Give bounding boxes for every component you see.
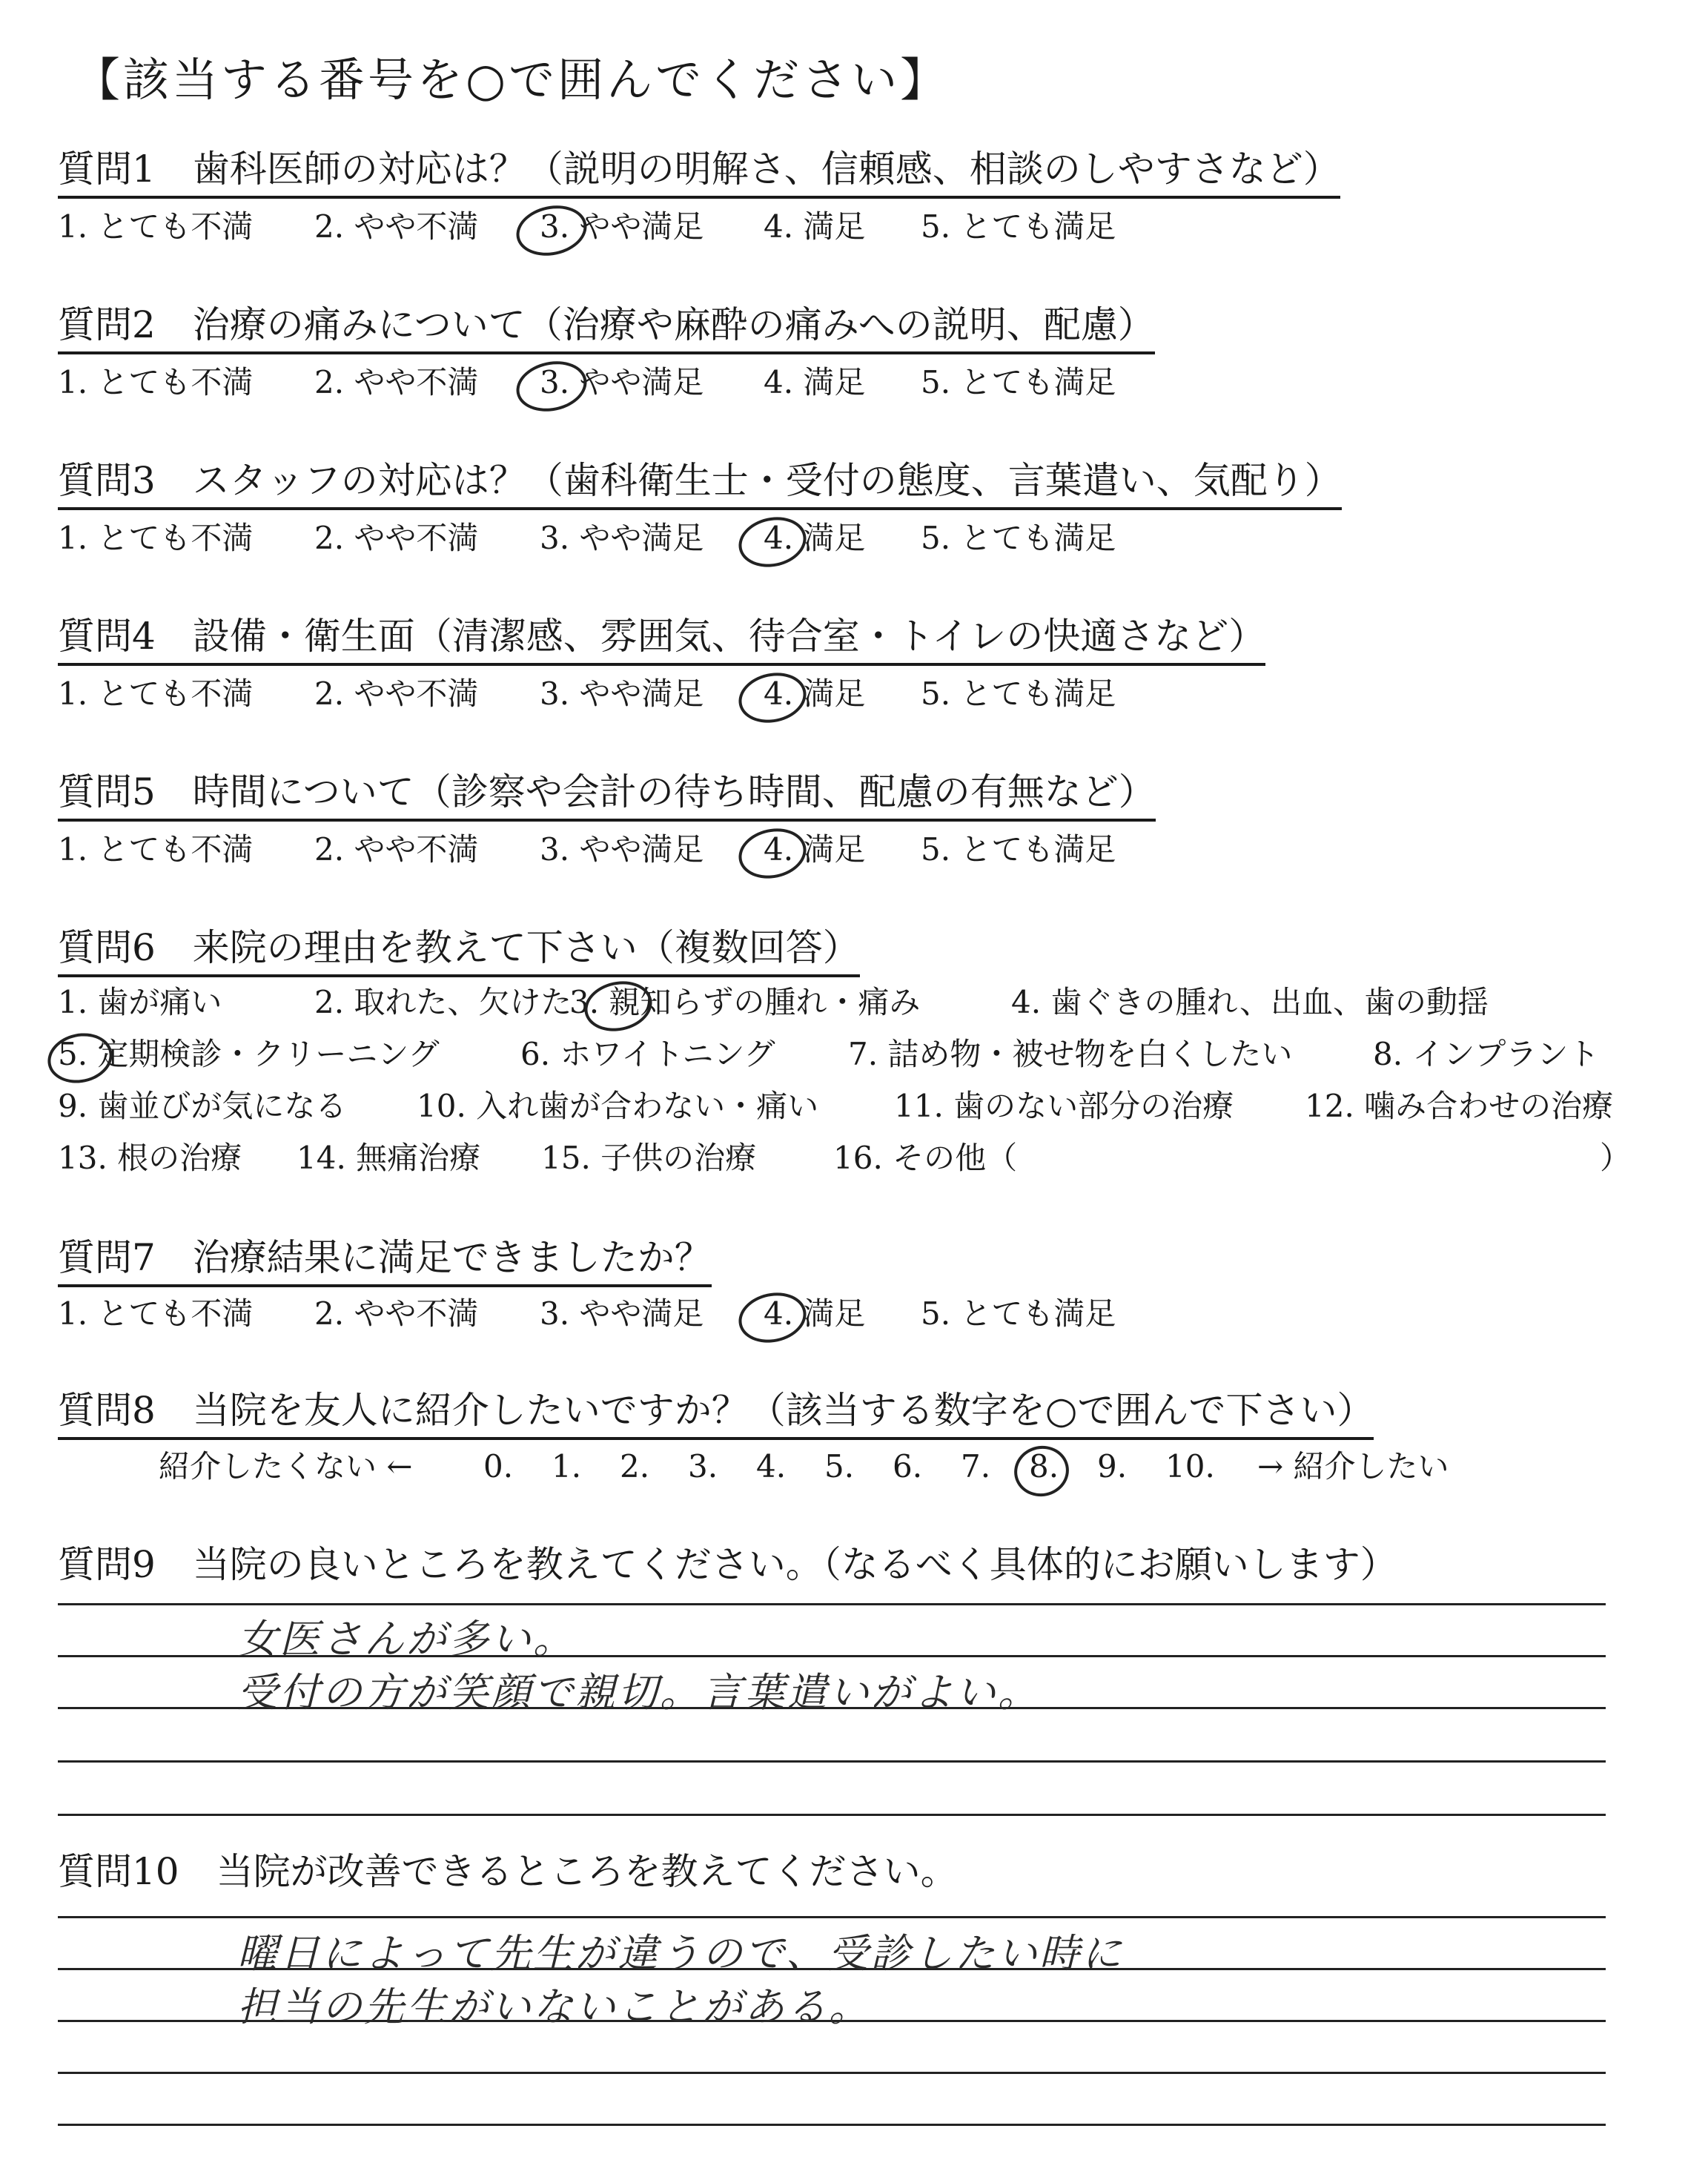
option-8[interactable]: 8. インプラント <box>1373 1036 1600 1072</box>
option-2[interactable]: 2. やや不満 <box>314 676 479 712</box>
option-4[interactable]: 4. 満足 <box>764 1295 866 1332</box>
option-4[interactable]: 4. 満足 <box>764 831 866 868</box>
form-heading: 【該当する番号を○で囲んでください】 <box>74 53 950 107</box>
option-4[interactable]: 4. 満足 <box>764 676 866 712</box>
option-3[interactable]: 3. 親知らずの腫れ・痛み <box>569 984 921 1020</box>
answer-rule <box>58 1814 1606 1816</box>
scale-5[interactable]: 5. <box>824 1448 855 1484</box>
option-7[interactable]: 7. 詰め物・被せ物を白くしたい <box>848 1036 1293 1072</box>
option-5[interactable]: 5. とても満足 <box>921 1295 1116 1332</box>
option-3[interactable]: 3. やや満足 <box>540 208 704 245</box>
other-close-paren: ） <box>1600 1140 1632 1176</box>
q9-answer-line-1[interactable]: 女医さんが多い。 <box>237 1616 575 1662</box>
option-9[interactable]: 9. 歯並びが気になる <box>58 1088 347 1124</box>
option-1[interactable]: 1. とても不満 <box>58 1295 254 1332</box>
option-1[interactable]: 1. とても不満 <box>58 364 254 400</box>
option-11[interactable]: 11. 歯のない部分の治療 <box>894 1088 1234 1124</box>
scale-3[interactable]: 3. <box>688 1448 718 1484</box>
scale-0[interactable]: 0. <box>483 1448 514 1484</box>
option-3[interactable]: 3. やや満足 <box>540 831 704 868</box>
question-9-title: 質問9 当院の良いところを教えてください。（なるべく具体的にお願いします） <box>58 1543 1397 1586</box>
option-3[interactable]: 3. やや満足 <box>540 364 704 400</box>
scale-10[interactable]: 10. <box>1165 1448 1215 1484</box>
q10-answer-line-1[interactable]: 曜日によって先生が違うので、受診したい時に <box>237 1930 1124 1977</box>
option-4[interactable]: 4. 満足 <box>764 520 866 556</box>
option-1[interactable]: 1. とても不満 <box>58 831 254 868</box>
option-2[interactable]: 2. やや不満 <box>314 208 479 245</box>
option-5[interactable]: 5. とても満足 <box>921 364 1116 400</box>
answer-rule <box>58 2072 1606 2074</box>
option-15[interactable]: 15. 子供の治療 <box>541 1140 757 1176</box>
question-5-title: 質問5 時間について（診察や会計の待ち時間、配慮の有無など） <box>58 770 1156 822</box>
answer-rule <box>58 1760 1606 1763</box>
option-10[interactable]: 10. 入れ歯が合わない・痛い <box>417 1088 819 1124</box>
scale-4[interactable]: 4. <box>756 1448 787 1484</box>
question-2-title: 質問2 治療の痛みについて（治療や麻酔の痛みへの説明、配慮） <box>58 303 1155 354</box>
option-5[interactable]: 5. とても満足 <box>921 208 1116 245</box>
question-8-title: 質問8 当院を友人に紹介したいですか？（該当する数字を○で囲んで下さい） <box>58 1388 1374 1440</box>
question-7-title: 質問7 治療結果に満足できましたか？ <box>58 1235 712 1287</box>
option-5[interactable]: 5. とても満足 <box>921 676 1116 712</box>
option-2[interactable]: 2. やや不満 <box>314 1295 479 1332</box>
option-3[interactable]: 3. やや満足 <box>540 520 704 556</box>
option-12[interactable]: 12. 噛み合わせの治療 <box>1305 1088 1614 1124</box>
scale-1[interactable]: 1. <box>552 1448 582 1484</box>
option-5[interactable]: 5. 定期検診・クリーニング <box>58 1036 440 1072</box>
question-1-title: 質問1 歯科医師の対応は？（説明の明解さ、信頼感、相談のしやすさなど） <box>58 147 1340 199</box>
option-4[interactable]: 4. 満足 <box>764 364 866 400</box>
option-14[interactable]: 14. 無痛治療 <box>297 1140 481 1176</box>
answer-circle-mark <box>1010 1441 1074 1502</box>
scale-2[interactable]: 2. <box>620 1448 650 1484</box>
option-2[interactable]: 2. 取れた、欠けた <box>314 984 572 1020</box>
option-2[interactable]: 2. やや不満 <box>314 831 479 868</box>
option-1[interactable]: 1. とても不満 <box>58 208 254 245</box>
answer-rule <box>58 1916 1606 1918</box>
q9-answer-line-2[interactable]: 受付の方が笑顔で親切。言葉遣いがよい。 <box>237 1669 1040 1716</box>
option-5[interactable]: 5. とても満足 <box>921 831 1116 868</box>
question-4-title: 質問4 設備・衛生面（清潔感、雰囲気、待合室・トイレの快適さなど） <box>58 614 1265 666</box>
scale-7[interactable]: 7. <box>961 1448 991 1484</box>
scale-low-label: 紹介したくない ← <box>159 1448 413 1484</box>
option-1[interactable]: 1. とても不満 <box>58 520 254 556</box>
option-3[interactable]: 3. やや満足 <box>540 1295 704 1332</box>
scale-6[interactable]: 6. <box>893 1448 923 1484</box>
question-6-title: 質問6 来院の理由を教えて下さい（複数回答） <box>58 925 860 977</box>
answer-rule <box>58 2124 1606 2126</box>
option-16-other[interactable]: 16. その他（ <box>833 1140 1018 1176</box>
option-5[interactable]: 5. とても満足 <box>921 520 1116 556</box>
option-4[interactable]: 4. 満足 <box>764 208 866 245</box>
scale-9[interactable]: 9. <box>1097 1448 1128 1484</box>
option-4[interactable]: 4. 歯ぐきの腫れ、出血、歯の動揺 <box>1011 984 1489 1020</box>
answer-rule <box>58 1603 1606 1605</box>
option-2[interactable]: 2. やや不満 <box>314 520 479 556</box>
option-3[interactable]: 3. やや満足 <box>540 676 704 712</box>
q10-answer-line-2[interactable]: 担当の先生がいないことがある。 <box>237 1984 871 2030</box>
option-6[interactable]: 6. ホワイトニング <box>520 1036 775 1072</box>
option-1[interactable]: 1. とても不満 <box>58 676 254 712</box>
scale-8[interactable]: 8. <box>1029 1448 1059 1484</box>
option-13[interactable]: 13. 根の治療 <box>58 1140 242 1176</box>
question-10-title: 質問10 当院が改善できるところを教えてください。 <box>58 1850 958 1893</box>
scale-high-label: → 紹介したい <box>1257 1448 1449 1484</box>
option-2[interactable]: 2. やや不満 <box>314 364 479 400</box>
option-1[interactable]: 1. 歯が痛い <box>58 984 222 1020</box>
question-3-title: 質問3 スタッフの対応は？（歯科衛生士・受付の態度、言葉遣い、気配り） <box>58 458 1342 510</box>
